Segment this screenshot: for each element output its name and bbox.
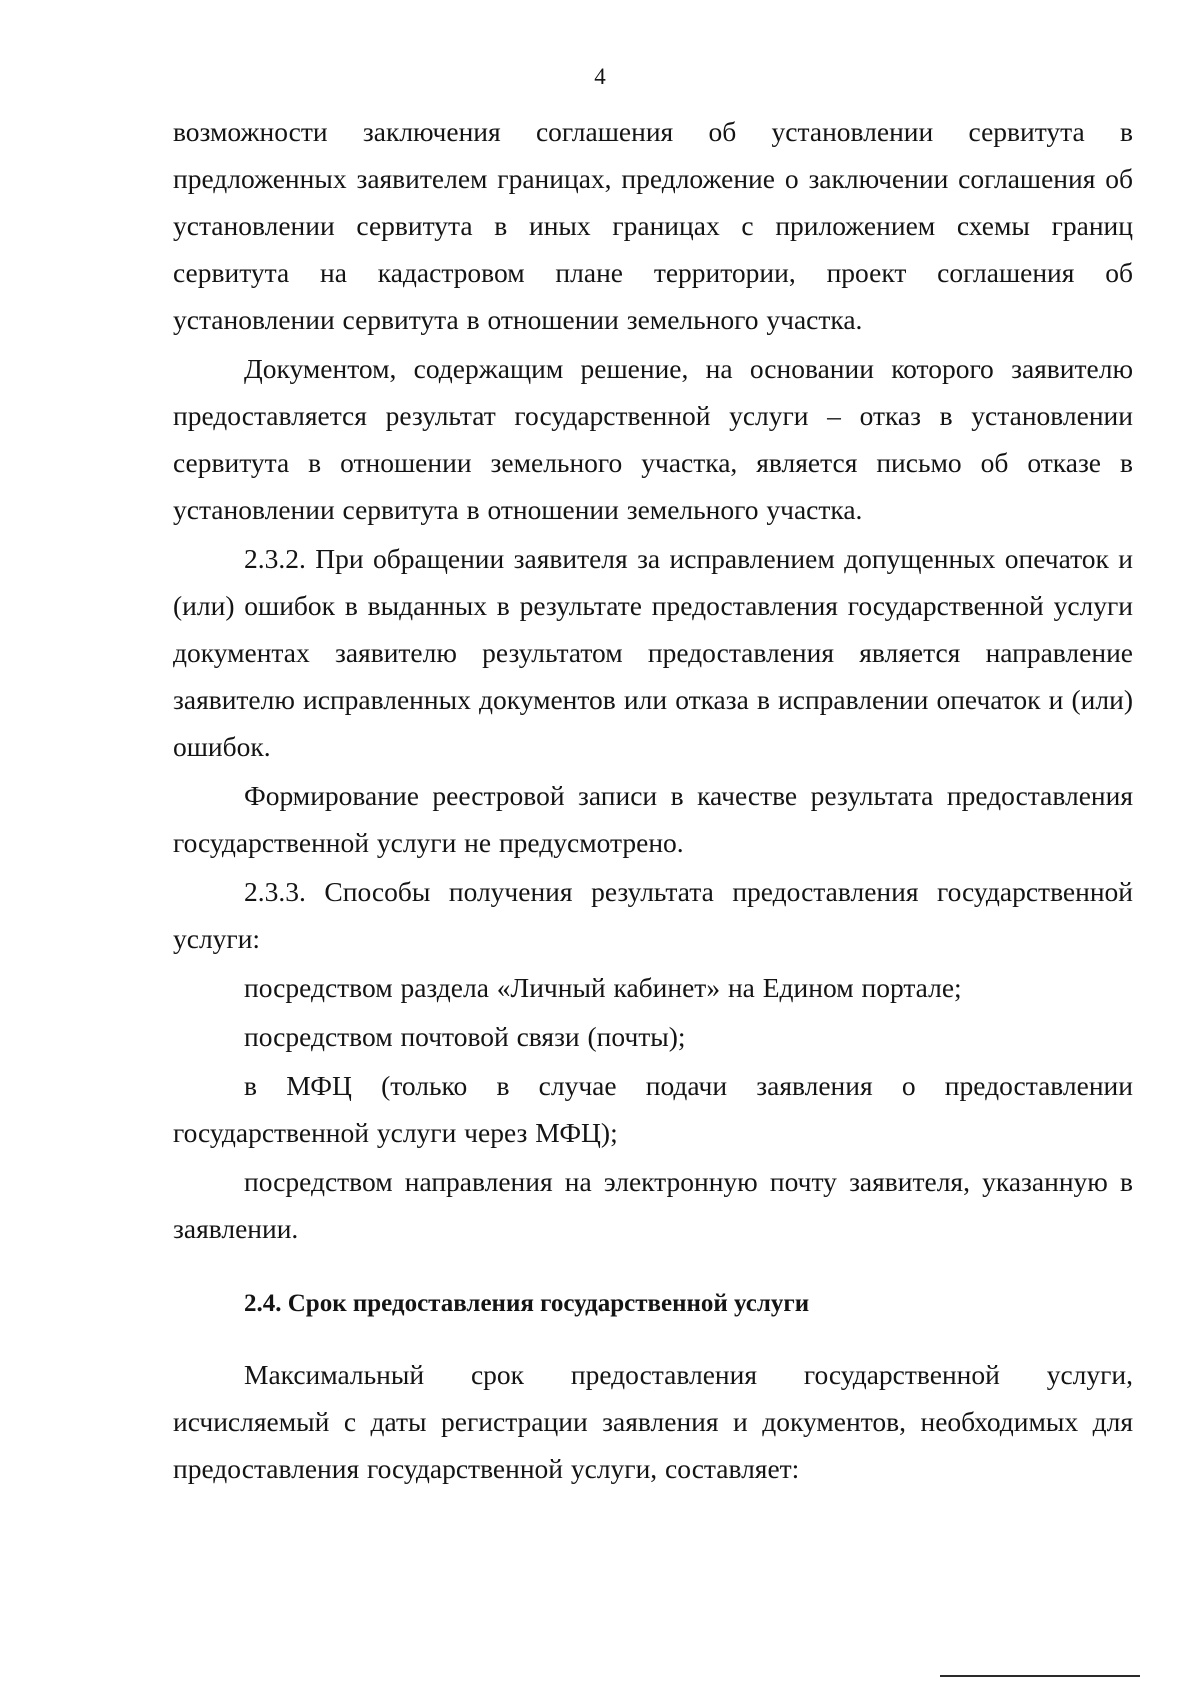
paragraph-continuation: возможности заключения соглашения об установлении сервитута в предложенных заявителем границах, предложение о заключении соглашения об установлении сервитута в иных границах с приложением схемы границ сервитута на кадастровом плане территории, проект соглашения об установлении сервитута в отношении земельного участка.	[173, 116, 1133, 335]
page-number: 4	[594, 64, 606, 89]
paragraph-2-3-2: 2.3.2. При обращении заявителя за исправлением допущенных опечаток и (или) ошибок в выданных в результате предоставления государственной услуги документах заявителю результатом предоставления является направление заявителю исправленных документов или отказа в исправлении опечаток и (или) ошибок.	[173, 543, 1133, 762]
list-item-email: посредством направления на электронную почту заявителя, указанную в заявлении.	[173, 1166, 1133, 1244]
footer-rule	[940, 1675, 1140, 1677]
paragraph-max-term: Максимальный срок предоставления государственной услуги, исчисляемый с даты регистрации заявления и документов, необходимых для предоставления государственной услуги, составляет:	[173, 1359, 1133, 1484]
paragraph-registry-record: Формирование реестровой записи в качестве результата предоставления государственной услуги не предусмотрено.	[173, 780, 1133, 858]
document-body	[173, 108, 1133, 1494]
list-item-mfc: в МФЦ (только в случае подачи заявления о предоставлении государственной услуги через МФЦ);	[173, 1070, 1133, 1148]
paragraph-2-3-3: 2.3.3. Способы получения результата предоставления государственной услуги:	[173, 876, 1133, 954]
section-heading-2-4: 2.4. Срок предоставления государственной услуги	[244, 1290, 810, 1317]
paragraph-refusal-document: Документом, содержащим решение, на основании которого заявителю предоставляется результат государственной услуги – отказ в установлении сервитута в отношении земельного участка, является письмо об отказе в установлении сервитута в отношении земельного участка.	[173, 353, 1133, 525]
list-item-postal: посредством почтовой связи (почты);	[244, 1021, 686, 1052]
list-item-personal-cabinet: посредством раздела «Личный кабинет» на Едином портале;	[244, 972, 962, 1003]
